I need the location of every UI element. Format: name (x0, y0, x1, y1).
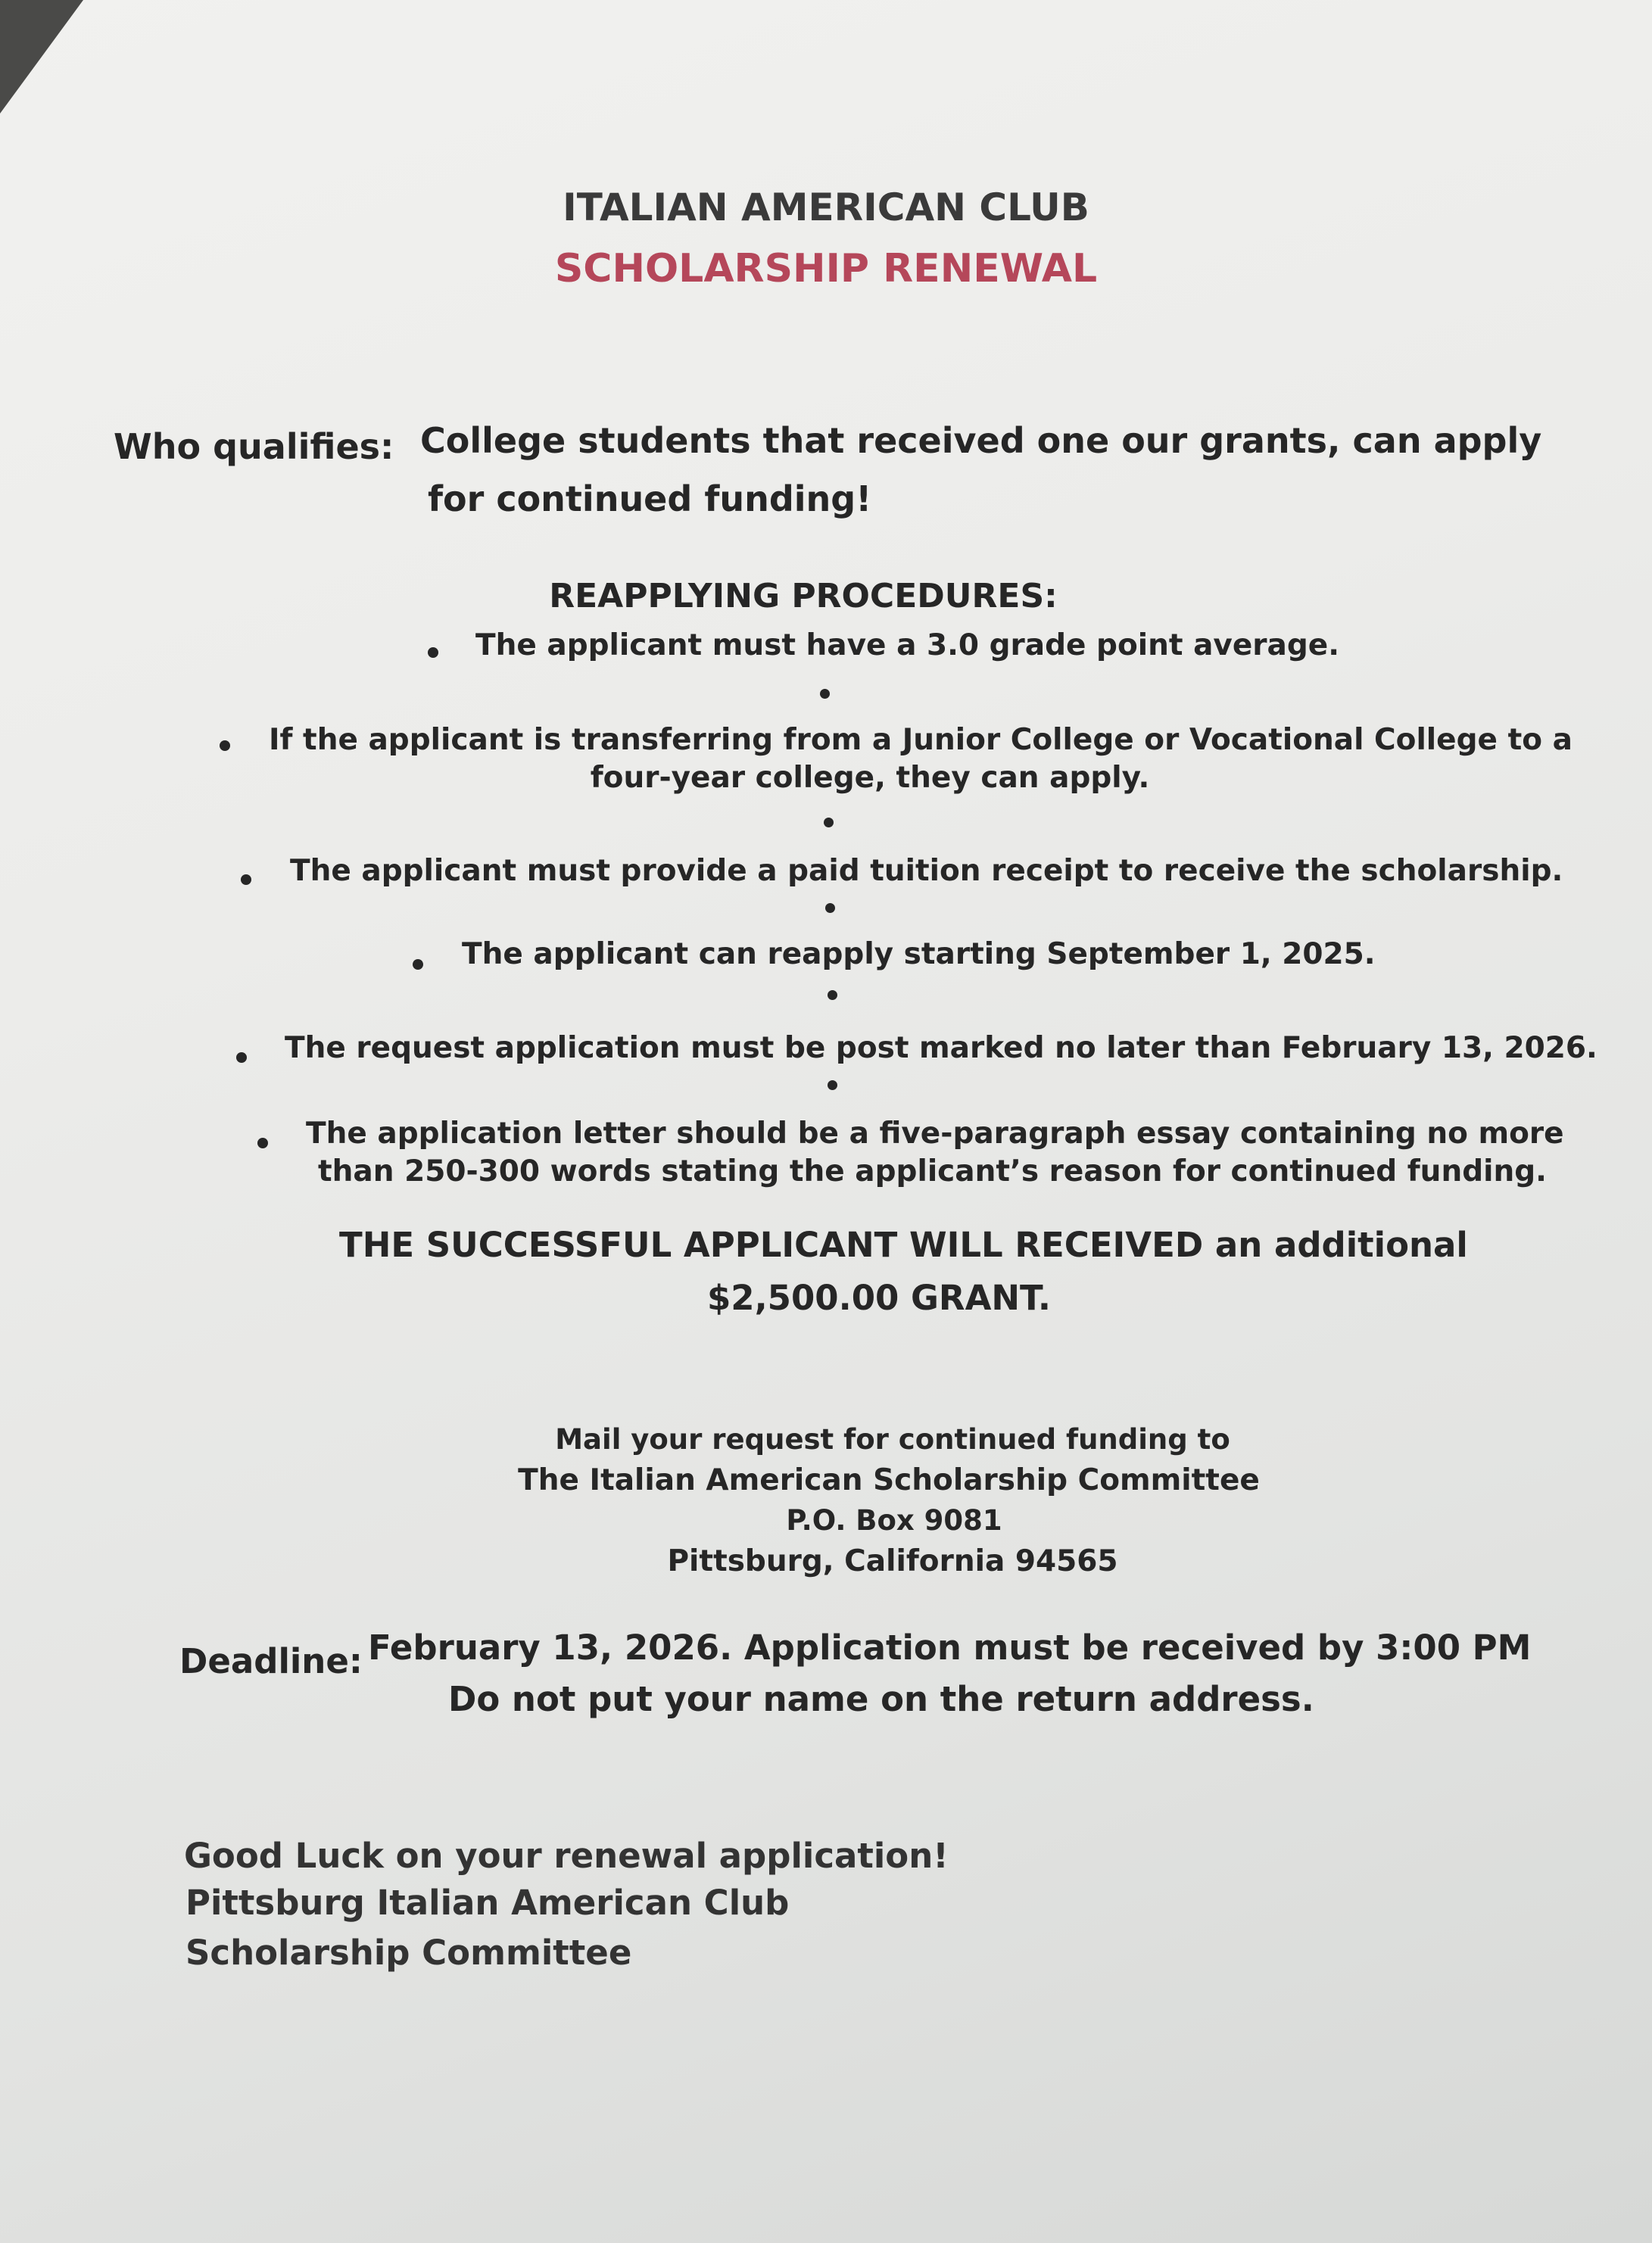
bullet-icon (241, 874, 251, 885)
page-title: SCHOLARSHIP RENEWAL (554, 246, 1098, 291)
procedure-item-5: The request application must be post marked no later than February 13, 2026. (285, 1031, 1597, 1065)
separator-dot-icon (820, 689, 830, 699)
procedure-item-1: The applicant must have a 3.0 grade point average. (475, 628, 1340, 662)
mail-line1: Mail your request for continued funding to (555, 1423, 1230, 1456)
bullet-icon (413, 959, 423, 970)
closing-committee: Scholarship Committee (185, 1933, 632, 1973)
award-line1: THE SUCCESSFUL APPLICANT WILL RECEIVED an additional (339, 1225, 1468, 1265)
mail-po-box: P.O. Box 9081 (786, 1504, 1002, 1537)
bullet-icon (220, 740, 230, 751)
procedure-item-2-line1: If the applicant is transferring from a Junior College or Vocational College to a (269, 723, 1573, 757)
bullet-icon (428, 647, 438, 658)
mail-recipient: The Italian American Scholarship Committee (518, 1463, 1260, 1497)
qualifies-label: Who qualifies: (114, 426, 394, 467)
deadline-text: February 13, 2026. Application must be received by 3:00 PM (368, 1628, 1532, 1668)
page-corner-shadow (0, 0, 83, 114)
closing-club: Pittsburg Italian American Club (185, 1883, 790, 1923)
procedure-item-3: The applicant must provide a paid tuition receipt to receive the scholarship. (290, 854, 1563, 888)
procedure-item-2-line2: four-year college, they can apply. (590, 761, 1150, 795)
mail-city: Pittsburg, California 94565 (667, 1544, 1118, 1578)
procedures-heading: REAPPLYING PROCEDURES: (549, 577, 1058, 615)
deadline-label: Deadline: (179, 1641, 363, 1681)
closing-good-luck: Good Luck on your renewal application! (184, 1836, 949, 1876)
separator-dot-icon (824, 818, 834, 827)
separator-dot-icon (825, 903, 835, 913)
bullet-icon (257, 1138, 268, 1148)
separator-dot-icon (828, 990, 837, 1000)
procedure-item-6-line2: than 250-300 words stating the applicant’s reason for continued funding. (318, 1154, 1547, 1188)
club-name: ITALIAN AMERICAN CLUB (563, 185, 1089, 229)
procedure-item-6-line1: The application letter should be a five-paragraph essay containing no more (306, 1117, 1564, 1151)
deadline-note: Do not put your name on the return address. (448, 1679, 1314, 1719)
bullet-icon (236, 1052, 247, 1063)
qualifies-text-line2: for continued funding! (428, 478, 872, 519)
award-amount: $2,500.00 GRANT. (706, 1278, 1052, 1318)
procedure-item-4: The applicant can reapply starting September 1, 2025. (462, 937, 1376, 971)
separator-dot-icon (828, 1080, 837, 1090)
qualifies-text-line1: College students that received one our grants, can apply (420, 420, 1542, 461)
